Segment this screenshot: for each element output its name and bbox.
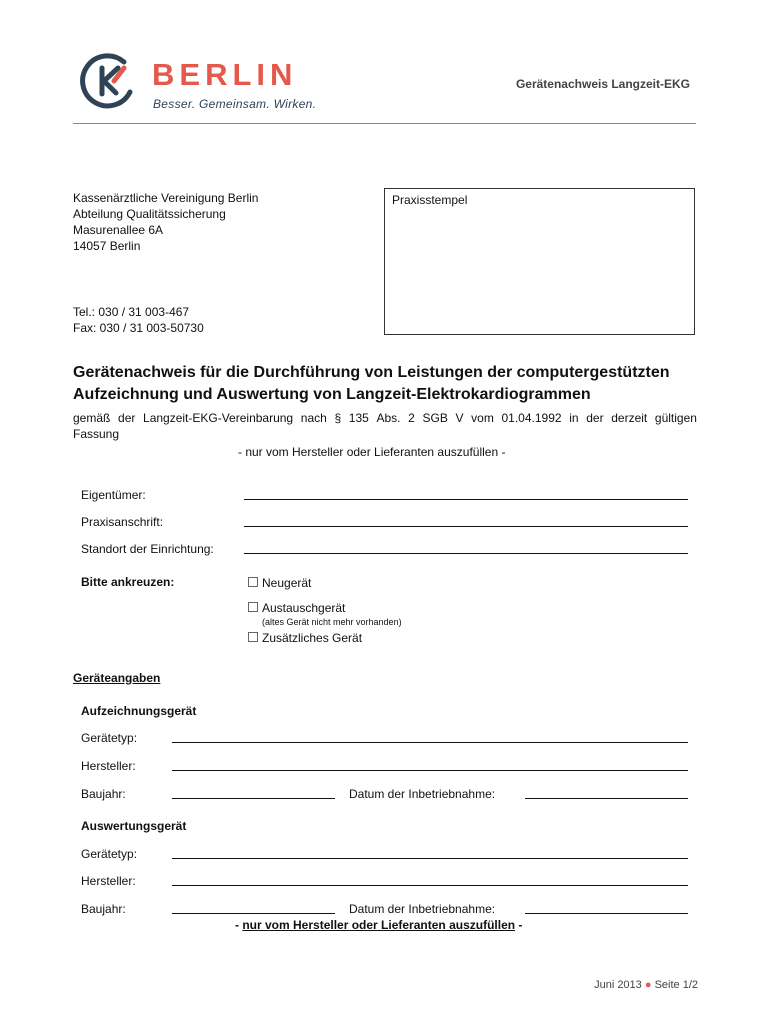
analysis-manufacturer-field[interactable] (172, 885, 688, 886)
recording-commissioning-field[interactable] (525, 798, 688, 799)
practice-stamp-label: Praxisstempel (392, 193, 468, 207)
subtitle-line-2: Fassung (73, 427, 120, 441)
recording-year-field[interactable] (172, 798, 335, 799)
kv-logo-icon (80, 52, 138, 110)
recording-type-field[interactable] (172, 742, 688, 743)
practice-address-label: Praxisanschrift: (81, 515, 164, 529)
title-line-1: Gerätenachweis für die Durchführung von Leistungen der computergestützten (73, 364, 670, 381)
subtitle-word: der (118, 411, 136, 425)
subtitle-word: 01.04.1992 (501, 411, 562, 425)
new-device-checkbox[interactable] (248, 577, 258, 587)
subtitle-word: V (455, 411, 464, 425)
note-bottom-prefix: - (235, 918, 243, 932)
analysis-manufacturer-label: Hersteller: (81, 874, 136, 888)
recording-year-label: Baujahr: (81, 787, 126, 801)
subtitle-word: SGB (422, 411, 448, 425)
subtitle-word: Abs. (376, 411, 401, 425)
note-bottom-text: nur vom Hersteller oder Lieferanten auszufüllen (242, 918, 516, 932)
additional-device-checkbox[interactable] (248, 632, 258, 642)
owner-field[interactable] (244, 499, 688, 500)
address-line-2: Abteilung Qualitätssicherung (73, 207, 226, 221)
replacement-device-note: (altes Gerät nicht mehr vorhanden) (262, 617, 402, 627)
footer-date: Juni 2013 (594, 979, 642, 991)
recording-device-heading: Aufzeichnungsgerät (81, 704, 197, 718)
subtitle-word: in (569, 411, 579, 425)
document-title (73, 362, 697, 406)
recording-type-label: Gerätetyp: (81, 731, 138, 745)
header-divider (73, 123, 696, 124)
new-device-label: Neugerät (262, 576, 312, 590)
note-supplier-only-bottom (235, 917, 522, 933)
subtitle-word: der (586, 411, 604, 425)
replacement-device-checkbox[interactable] (248, 602, 258, 612)
subtitle-word: 135 (348, 411, 369, 425)
analysis-type-field[interactable] (172, 858, 688, 859)
analysis-year-field[interactable] (172, 913, 335, 914)
subtitle-word: gemäß (73, 411, 111, 425)
address-line-4: 14057 Berlin (73, 239, 141, 253)
location-label: Standort der Einrichtung: (81, 542, 214, 556)
analysis-year-label: Baujahr: (81, 902, 126, 916)
subtitle-word: gültigen (654, 411, 697, 425)
device-info-heading: Geräteangaben (73, 671, 161, 685)
subtitle-word: 2 (408, 411, 415, 425)
location-field[interactable] (244, 553, 688, 554)
note-supplier-only: - nur vom Hersteller oder Lieferanten auszufüllen - (238, 445, 506, 459)
replacement-device-label: Austauschgerät (262, 601, 346, 615)
subtitle-word: derzeit (611, 411, 648, 425)
logo-slogan: Besser. Gemeinsam. Wirken. (153, 97, 317, 111)
document-header-title: Gerätenachweis Langzeit-EKG (515, 77, 690, 91)
note-bottom-suffix: - (515, 918, 523, 932)
recording-manufacturer-field[interactable] (172, 770, 688, 771)
analysis-commissioning-field[interactable] (525, 913, 688, 914)
bullet-icon: ● (644, 979, 652, 991)
analysis-type-label: Gerätetyp: (81, 847, 138, 861)
subtitle-word: vom (471, 411, 494, 425)
subtitle-line-1 (73, 410, 697, 426)
tick-instruction-label: Bitte ankreuzen: (81, 575, 175, 589)
recording-manufacturer-label: Hersteller: (81, 759, 136, 773)
page-footer (594, 979, 698, 991)
subtitle-word: Langzeit-EKG-Vereinbarung (143, 411, 294, 425)
practice-address-field[interactable] (244, 526, 688, 527)
owner-label: Eigentümer: (81, 488, 146, 502)
subtitle-word: § (334, 411, 342, 425)
recording-commissioning-label: Datum der Inbetriebnahme: (349, 787, 496, 801)
practice-stamp-box[interactable] (384, 188, 695, 335)
analysis-commissioning-label: Datum der Inbetriebnahme: (349, 902, 496, 916)
address-phone: Tel.: 030 / 31 003-467 (73, 305, 190, 319)
footer-page-number: Seite 1/2 (654, 979, 698, 991)
analysis-device-heading: Auswertungsgerät (81, 819, 187, 833)
logo-wordmark: BERLIN (152, 57, 298, 92)
title-line-2: Aufzeichnung und Auswertung von Langzeit-Elektrokardiogrammen (73, 386, 591, 403)
subtitle-word: nach (300, 411, 327, 425)
address-line-1: Kassenärztliche Vereinigung Berlin (73, 191, 259, 205)
address-fax: Fax: 030 / 31 003-50730 (73, 321, 204, 335)
address-line-3: Masurenallee 6A (73, 223, 164, 237)
additional-device-label: Zusätzliches Gerät (262, 631, 363, 645)
document-subtitle (73, 410, 697, 442)
